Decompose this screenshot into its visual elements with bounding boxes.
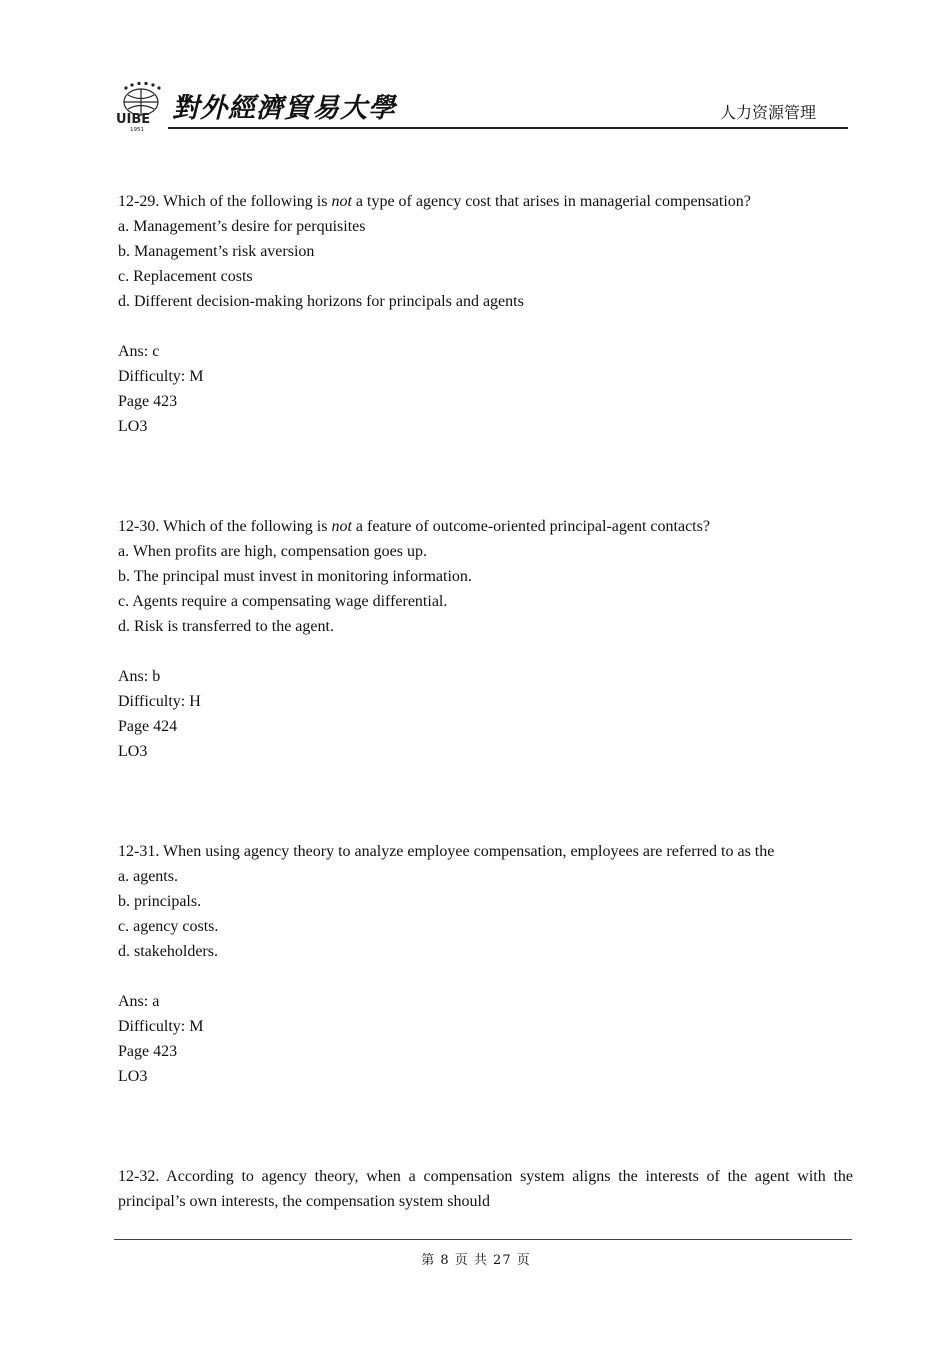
answer-option: d. Different decision-making horizons for principals and agents (118, 293, 524, 310)
page-reference: Page 423 (118, 393, 178, 410)
learning-objective: LO3 (118, 743, 148, 760)
question-block (118, 1164, 853, 1214)
svg-text:UIBE: UIBE (116, 112, 151, 127)
answer-option: a. Management’s desire for perquisites (118, 218, 366, 235)
answer-option: d. stakeholders. (118, 943, 218, 960)
page-header (112, 72, 848, 132)
page-number: 第 8 页 共 27 页 (421, 1253, 531, 1268)
answer-key: Ans: c (118, 343, 160, 360)
university-name: 對外經濟貿易大學 (172, 93, 396, 124)
difficulty-label: Difficulty: M (118, 1018, 204, 1035)
answer-option: c. Agents require a compensating wage differential. (118, 593, 448, 610)
question-stem: 12-31. When using agency theory to analyze employee compensation, employees are referred to as the (118, 843, 775, 860)
answer-option: a. When profits are high, compensation goes up. (118, 543, 427, 560)
answer-option: a. agents. (118, 868, 178, 885)
question-stem: 12-32. According to agency theory, when a compensation system aligns the interests of the agent with the principal’s own interests, the compensation system should (118, 1168, 853, 1210)
question-list (118, 189, 853, 1214)
answer-option: b. The principal must invest in monitoring information. (118, 568, 472, 585)
question-stem: 12-30. Which of the following is not a feature of outcome-oriented principal-agent contacts? (118, 518, 710, 535)
answer-option: c. agency costs. (118, 918, 219, 935)
answer-key: Ans: a (118, 993, 160, 1010)
difficulty-label: Difficulty: H (118, 693, 201, 710)
difficulty-label: Difficulty: M (118, 368, 204, 385)
answer-option: c. Replacement costs (118, 268, 253, 285)
header-divider (168, 127, 848, 129)
answer-option: b. principals. (118, 893, 202, 910)
university-logo (112, 80, 170, 132)
question-block (118, 839, 853, 1089)
learning-objective: LO3 (118, 418, 148, 435)
page-reference: Page 424 (118, 718, 178, 735)
answer-option: d. Risk is transferred to the agent. (118, 618, 334, 635)
question-block (118, 189, 853, 439)
page-reference: Page 423 (118, 1043, 178, 1060)
footer-divider (114, 1239, 852, 1240)
question-block (118, 514, 853, 764)
learning-objective: LO3 (118, 1068, 148, 1085)
answer-key: Ans: b (118, 668, 161, 685)
answer-option: b. Management’s risk aversion (118, 243, 315, 260)
question-stem: 12-29. Which of the following is not a type of agency cost that arises in managerial compensation? (118, 193, 751, 210)
svg-text:1951: 1951 (130, 127, 144, 132)
section-title: 人力资源管理 (719, 103, 816, 122)
